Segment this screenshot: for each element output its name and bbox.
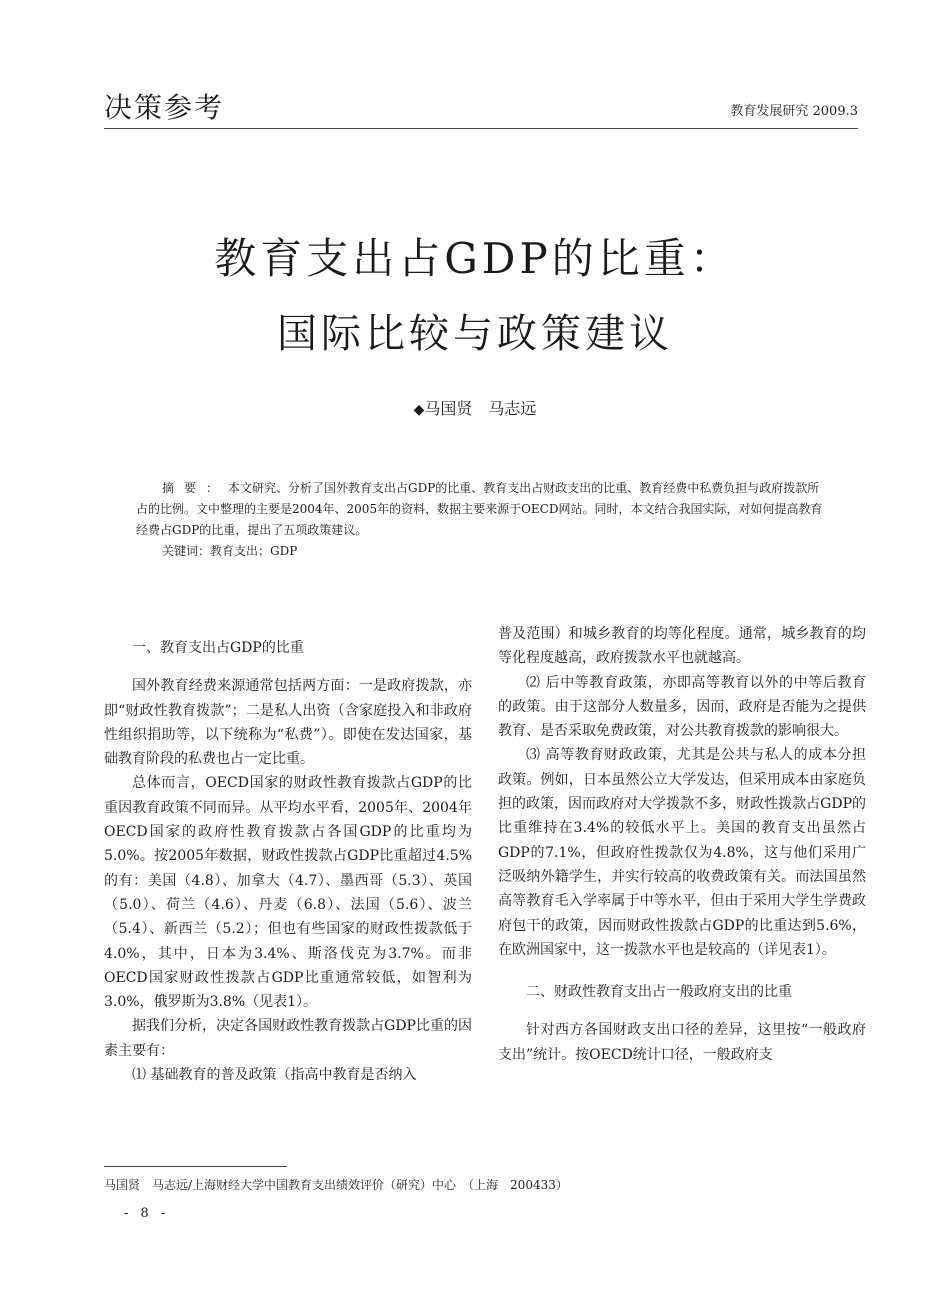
body-paragraph: 据我们分析，决定各国财政性教育拨款占GDP比重的因素主要有： <box>104 1018 472 1059</box>
abstract-block <box>136 478 826 562</box>
body-paragraph: ⑵ 后中等教育政策，亦即高等教育以外的中等后教育的政策。由于这部分人数量多，因而，政府是否能为之提供教育、是否采取免费政策，对公共教育拨款的影响很大。 <box>498 674 866 740</box>
body-paragraph: 针对西方各国财政支出口径的差异，这里按“一般政府支出”统计。按OECD统计口径，一般政府支 <box>498 1022 866 1063</box>
right-column <box>498 622 866 1067</box>
section-heading-1: 一、教育支出占GDP的比重 <box>132 640 304 656</box>
article-title-line2: 国际比较与政策建议 <box>277 311 673 357</box>
body-paragraph: ⑴ 基础教育的普及政策（指高中教育是否纳入 <box>132 1067 417 1084</box>
abstract-paragraph <box>136 478 826 541</box>
body-paragraph: 总体而言，OECD国家的财政性教育拨款占GDP的比重因教育政策不同而异。从平均水平看，2005年、2004年OECD国家的政府性教育拨款占各国GDP的比重均为5.0%。按2005年数据，财政性拨款占GDP比重超过4.5%的有：美国（4.8）、加拿大（4.7）、墨西哥（5.3）、英国（5.0）、荷兰（4.6）、丹麦（6.8）、法国（5.6）、波兰（5.4）、新西兰（5.2）；但也有些国家的财政性拨款低于4.0%，其中，日本为3.4%、斯洛伐克为3.7%。而非OECD国家财政性拨款占GDP比重通常较低，如智利为3.0%，俄罗斯为3.8%（见表1）。 <box>104 775 472 1011</box>
keywords-paragraph <box>136 541 826 562</box>
keywords-label: 关键词： <box>162 544 211 558</box>
left-column <box>104 622 472 1087</box>
author-line <box>0 396 950 419</box>
diamond-icon: ◆ <box>413 402 425 418</box>
page-number: - 8 - <box>124 1206 170 1221</box>
body-paragraph: 普及范围）和城乡教育的均等化程度。通常，城乡教育的均等化程度越高，政府拨款水平也就越高。 <box>498 626 866 667</box>
author-names: 马国贤 马志远 <box>424 399 537 418</box>
header-divider <box>104 128 858 129</box>
abstract-label: 摘要： <box>162 481 229 495</box>
journal-issue: 教育发展研究 2009.3 <box>730 104 858 119</box>
section-header: 决策参考 <box>104 91 225 124</box>
keywords-text: 教育支出；GDP <box>210 544 298 558</box>
abstract-text: 本文研究、分析了国外教育支出占GDP的比重、教育支出占财政支出的比重、教育经费中私费负担与政府拨款所占的比例。文中整理的主要是2004年、2005年的资料，数据主要来源于OECD网站。同时，本文结合我国实际，对如何提高教育经费占GDP的比重，提出了五项政策建议。 <box>136 481 823 537</box>
article-title-line1: 教育支出占GDP的比重： <box>214 234 736 283</box>
author-affiliation-footnote: 马国贤 马志远/上海财经大学中国教育支出绩效评价（研究）中心 （上海 200433） <box>104 1178 568 1192</box>
section-heading-2: 二、财政性教育支出占一般政府支出的比重 <box>526 984 792 1001</box>
body-paragraph: ⑶ 高等教育财政政策，尤其是公共与私人的成本分担政策。例如，日本虽然公立大学发达，但采用成本由家庭负担的政策，因而政府对大学拨款不多，财政性拨款占GDP的比重维持在3.4%的较低水平上。美国的教育支出虽然占GDP的7.1%，但政府性拨款仅为4.8%，这与他们采用广泛吸纳外籍学生，并实行较高的收费政策有关。而法国虽然高等教育毛入学率属于中等水平，但由于采用大学生学费政府包干的政策，因而财政性拨款占GDP的比重达到5.6%，在欧洲国家中，这一拨款水平也是较高的（详见表1）。 <box>498 747 866 958</box>
body-paragraph: 国外教育经费来源通常包括两方面：一是政府拨款，亦即“财政性教育拨款”；二是私人出资（含家庭投入和非政府性组织捐助等，以下统称为“私费”）。即使在发达国家，基础教育阶段的私费也占一定比重。 <box>104 678 472 768</box>
footnote-divider <box>104 1166 287 1167</box>
